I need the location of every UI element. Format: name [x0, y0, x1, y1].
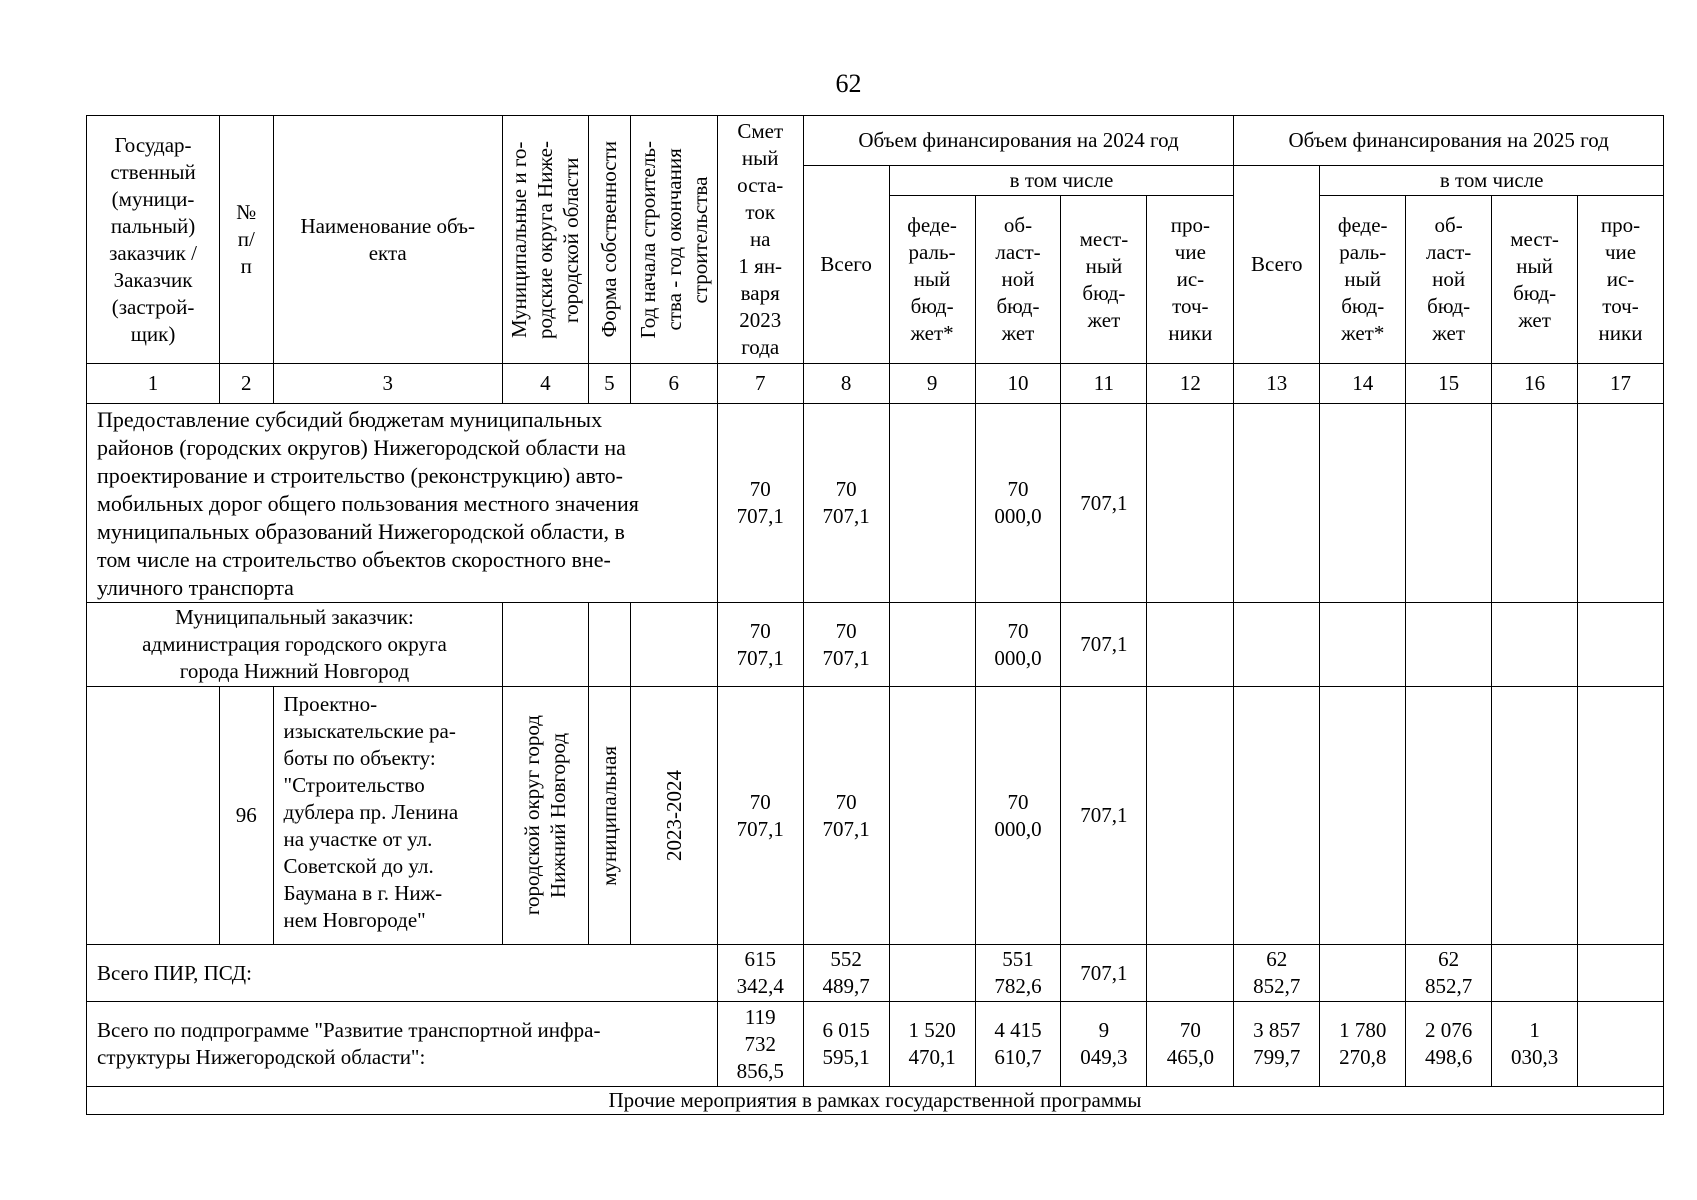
section-row [87, 404, 1664, 603]
item-number: 96 [220, 687, 273, 945]
total-pir-regional-2024: 551 782,6 [975, 945, 1061, 1002]
header-including-2024: в том числе [889, 166, 1234, 196]
header-other-2024: про- чие ис- точ- ники [1147, 196, 1234, 364]
column-number: 8 [803, 364, 889, 404]
customer-estimate: 70 707,1 [717, 603, 803, 687]
item-years [630, 687, 717, 945]
header-district [502, 116, 588, 364]
header-district-text: Муниципальные и го- родские округа Ниже- городской области [507, 140, 584, 339]
header-other-2025: про- чие ис- точ- ники [1578, 196, 1664, 364]
item-regional-2024: 70 000,0 [975, 687, 1061, 945]
item-name: Проектно- изыскательские ра- боты по объекту: "Строительство дублера пр. Ленина на участке от ул. Советской до ул. Баумана в г. Ниж- нем Новгороде" [273, 687, 502, 945]
total-subprogram-total-2025: 3 857 799,7 [1234, 1002, 1320, 1087]
column-number: 14 [1320, 364, 1406, 404]
footer-section-title: Прочие мероприятия в рамках государственной программы [87, 1087, 1664, 1115]
total-subprogram-federal-2025: 1 780 270,8 [1320, 1002, 1406, 1087]
item-estimate: 70 707,1 [717, 687, 803, 945]
column-number: 7 [717, 364, 803, 404]
header-local-2024: мест- ный бюд- жет [1061, 196, 1147, 364]
header-ownership-text: Форма собственности [597, 141, 622, 338]
column-number: 13 [1234, 364, 1320, 404]
header-years-text: Год начала строитель- ства - год окончания строительства [635, 140, 712, 339]
section-local-2024: 707,1 [1061, 404, 1147, 603]
item-ownership [588, 687, 630, 945]
column-number: 2 [220, 364, 273, 404]
header-years [630, 116, 717, 364]
total-subprogram-total-2024: 6 015 595,1 [803, 1002, 889, 1087]
item-ownership-text: муниципальная [597, 745, 622, 886]
section-regional-2024: 70 000,0 [975, 404, 1061, 603]
column-number: 3 [273, 364, 502, 404]
customer-local-2024: 707,1 [1061, 603, 1147, 687]
column-number: 16 [1492, 364, 1578, 404]
header-customer: Государ- ственный (муници- пальный) заказчик / Заказчик (застрой- щик) [87, 116, 220, 364]
total-subprogram-label: Всего по подпрограмме "Развитие транспортной инфра- структуры Нижегородской области": [87, 1002, 718, 1087]
header-federal-2025: феде- раль- ный бюд- жет* [1320, 196, 1406, 364]
column-number-row [87, 364, 1664, 404]
customer-row [87, 603, 1664, 687]
customer-total-2024: 70 707,1 [803, 603, 889, 687]
header-row-number: № п/ п [220, 116, 273, 364]
total-subprogram-other-2024: 70 465,0 [1147, 1002, 1234, 1087]
column-number: 9 [889, 364, 975, 404]
total-pir-label: Всего ПИР, ПСД: [87, 945, 718, 1002]
column-number: 1 [87, 364, 220, 404]
header-financing-2025: Объем финансирования на 2025 год [1234, 116, 1664, 166]
financing-table [86, 115, 1664, 1115]
total-subprogram-row [87, 1002, 1664, 1087]
total-subprogram-regional-2024: 4 415 610,7 [975, 1002, 1061, 1087]
item-row [87, 687, 1664, 945]
header-regional-2025: об- ласт- ной бюд- жет [1406, 196, 1492, 364]
header-federal-2024: феде- раль- ный бюд- жет* [889, 196, 975, 364]
column-number: 4 [502, 364, 588, 404]
header-total-2025: Всего [1234, 166, 1320, 364]
section-total-2024: 70 707,1 [803, 404, 889, 603]
column-number: 17 [1578, 364, 1664, 404]
customer-regional-2024: 70 000,0 [975, 603, 1061, 687]
header-financing-2024: Объем финансирования на 2024 год [803, 116, 1234, 166]
header-object-name: Наименование объ- екта [273, 116, 502, 364]
item-total-2024: 70 707,1 [803, 687, 889, 945]
total-subprogram-federal-2024: 1 520 470,1 [889, 1002, 975, 1087]
header-regional-2024: об- ласт- ной бюд- жет [975, 196, 1061, 364]
header-ownership [588, 116, 630, 364]
customer-name: Муниципальный заказчик: администрация городского округа города Нижний Новгород [87, 603, 503, 687]
item-district-text: городской округ город Нижний Новгород [520, 715, 571, 916]
column-number: 11 [1061, 364, 1147, 404]
header-including-2025: в том числе [1320, 166, 1664, 196]
total-pir-estimate: 615 342,4 [717, 945, 803, 1002]
page-number: 62 [835, 69, 862, 98]
item-district [502, 687, 588, 945]
header-total-2024: Всего [803, 166, 889, 364]
total-subprogram-regional-2025: 2 076 498,6 [1406, 1002, 1492, 1087]
total-subprogram-estimate: 119 732 856,5 [717, 1002, 803, 1087]
section-estimate: 70 707,1 [717, 404, 803, 603]
total-pir-regional-2025: 62 852,7 [1406, 945, 1492, 1002]
total-pir-local-2024: 707,1 [1061, 945, 1147, 1002]
column-number: 6 [630, 364, 717, 404]
section-title: Предоставление субсидий бюджетам муниципальных районов (городских округов) Нижегородской области на проектирование и строительство (реконструкцию) авто- мобильных дорог общего пользования местного значения муниципальных образований Нижегородской области, в том числе на строительство объектов скоростного вне- уличного транспорта [87, 404, 718, 603]
column-number: 5 [588, 364, 630, 404]
total-pir-total-2025: 62 852,7 [1234, 945, 1320, 1002]
total-subprogram-local-2025: 1 030,3 [1492, 1002, 1578, 1087]
header-local-2025: мест- ный бюд- жет [1492, 196, 1578, 364]
column-number: 15 [1406, 364, 1492, 404]
footer-row [87, 1087, 1664, 1115]
total-pir-row [87, 945, 1664, 1002]
total-subprogram-local-2024: 9 049,3 [1061, 1002, 1147, 1087]
total-pir-total-2024: 552 489,7 [803, 945, 889, 1002]
item-years-text: 2023-2024 [661, 770, 686, 861]
column-number: 10 [975, 364, 1061, 404]
column-number: 12 [1147, 364, 1234, 404]
header-estimate-balance: Смет ный оста- ток на 1 ян- варя 2023 года [717, 116, 803, 364]
item-local-2024: 707,1 [1061, 687, 1147, 945]
